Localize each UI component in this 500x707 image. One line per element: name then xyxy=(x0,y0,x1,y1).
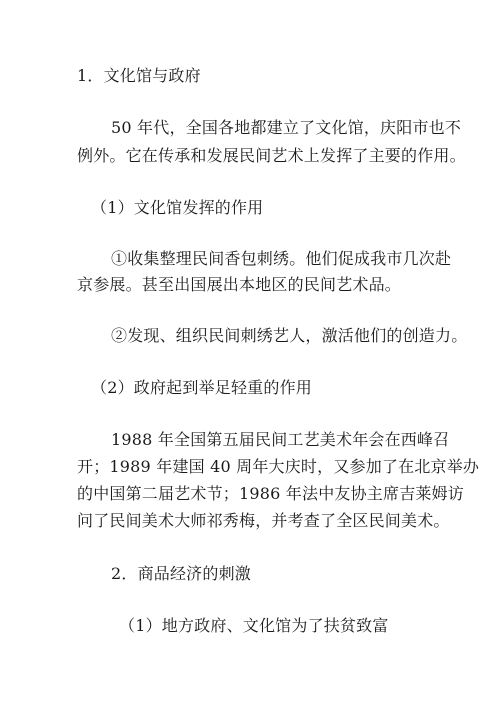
paragraph-line: 开；1989 年建国 40 周年大庆时，又参加了在北京举办 xyxy=(77,457,480,476)
subheading-2: （2）政府起到举足轻重的作用 xyxy=(91,378,312,397)
subheading-3: （1）地方政府、文化馆为了扶贫致富 xyxy=(119,616,389,635)
paragraph-line: 问了民间美术大师祁秀梅，并考查了全区民间美术。 xyxy=(77,511,450,530)
paragraph-line: 京参展。甚至出国展出本地区的民间艺术品。 xyxy=(77,275,402,294)
paragraph-line: ①收集整理民间香包刺绣。他们促成我市几次赴 xyxy=(111,249,452,268)
paragraph-line: 的中国第二届艺术节；1986 年法中友协主席吉莱姆访 xyxy=(77,484,465,503)
paragraph-line: ②发现、组织民间刺绣艺人，激活他们的创造力。 xyxy=(111,326,468,345)
section-heading-2: 2．商品经济的刺激 xyxy=(111,564,251,583)
paragraph-line: 1988 年全国第五届民间工艺美术年会在西峰召 xyxy=(111,430,450,449)
section-heading-1: 1．文化馆与政府 xyxy=(77,66,201,85)
paragraph-line: 50 年代，全国各地都建立了文化馆，庆阳市也不 xyxy=(111,118,462,137)
subheading-1: （1）文化馆发挥的作用 xyxy=(91,198,264,217)
paragraph-line: 例外。它在传承和发展民间艺术上发挥了主要的作用。 xyxy=(77,146,466,165)
